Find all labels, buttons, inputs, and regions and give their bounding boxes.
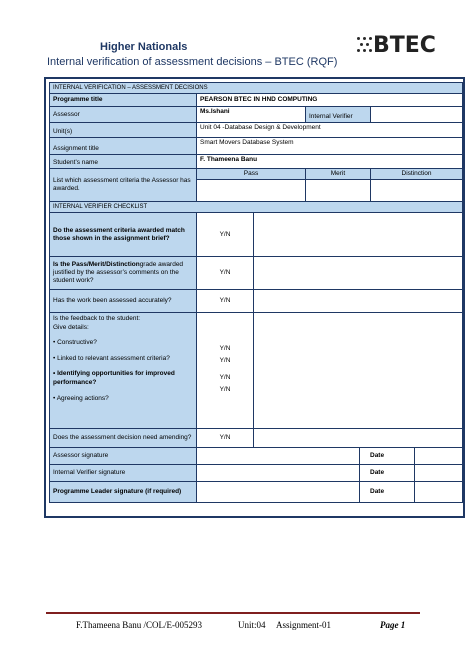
logo-dots-icon: [355, 35, 373, 57]
q-assessed-accurately: Has the work been assessed accurately?: [50, 290, 197, 313]
q-feedback-give: Give details:: [53, 324, 89, 331]
q-decision-amend: Does the assessment decision need amending?: [50, 429, 197, 448]
assessor-label: Assessor: [50, 107, 197, 123]
merit-header: Merit: [306, 169, 371, 180]
footer-assignment: Assignment-01: [276, 620, 331, 630]
yn-feedback-constructive[interactable]: Y/N: [219, 345, 231, 352]
assessor-date-label: Date: [360, 448, 415, 465]
pl-signature-label: Programme Leader signature (if required): [50, 482, 197, 503]
internal-verifier-label: Internal Verifier: [306, 107, 371, 123]
yn-feedback-group: [197, 313, 254, 429]
distinction-header: Distinction: [371, 169, 463, 180]
assessor-date-field[interactable]: [415, 448, 463, 465]
section-checklist-title: INTERNAL VERIFIER CHECKLIST: [50, 202, 463, 213]
yn-grade-justified[interactable]: Y/N: [197, 257, 254, 290]
q-grade-justified-rest: grade awarded justified by the assessor’s comments on the student work?: [53, 261, 184, 284]
yn-feedback-opportunities[interactable]: Y/N: [219, 374, 231, 381]
footer-page-number: Page 1: [380, 620, 406, 630]
yn-feedback-actions[interactable]: Y/N: [219, 386, 231, 393]
yn-decision-amend[interactable]: Y/N: [197, 429, 254, 448]
pass-criteria-cell[interactable]: [197, 180, 306, 202]
footer-unit: Unit:04: [238, 620, 266, 630]
btec-logo: [355, 33, 436, 58]
logo-text: BTEC: [373, 33, 436, 58]
yn-criteria-match[interactable]: Y/N: [197, 213, 254, 257]
assessor-value[interactable]: Ms.Ishani: [197, 107, 306, 123]
comment-assessed-accurately[interactable]: [254, 290, 463, 313]
assessor-signature-field[interactable]: [197, 448, 360, 465]
yn-assessed-accurately[interactable]: Y/N: [197, 290, 254, 313]
section-verification-title: INTERNAL VERIFICATION – ASSESSMENT DECISIONS: [50, 83, 463, 94]
footer-student-id: F.Thameena Banu /COL/E-005293: [76, 620, 203, 630]
assessor-signature-label: Assessor signature: [50, 448, 197, 465]
iv-signature-field[interactable]: [197, 465, 360, 482]
comment-decision-amend[interactable]: [254, 429, 463, 448]
q-feedback-title: Is the feedback to the student:: [53, 315, 141, 322]
pl-date-label: Date: [360, 482, 415, 503]
yn-feedback-linked[interactable]: Y/N: [219, 357, 231, 364]
comment-criteria-match[interactable]: [254, 213, 463, 257]
criteria-label: List which assessment criteria the Assessor has awarded.: [50, 169, 197, 202]
merit-criteria-cell[interactable]: [306, 180, 371, 202]
programme-title-value[interactable]: PEARSON BTEC IN HND COMPUTING: [197, 94, 463, 107]
comment-feedback[interactable]: [254, 313, 463, 429]
q-feedback-item: • Identifying opportunities for improved performance?: [53, 370, 175, 386]
unit-value[interactable]: Unit 04 -Database Design & Development: [197, 123, 463, 138]
iv-date-field[interactable]: [415, 465, 463, 482]
pl-date-field[interactable]: [415, 482, 463, 503]
unit-label: Unit(s): [50, 123, 197, 138]
comment-grade-justified[interactable]: [254, 257, 463, 290]
q-feedback-item: • Constructive?: [53, 339, 97, 346]
q-feedback: [50, 313, 197, 429]
internal-verifier-value[interactable]: [371, 107, 463, 123]
distinction-criteria-cell[interactable]: [371, 180, 463, 202]
footer-divider: [46, 612, 420, 614]
pass-header: Pass: [197, 169, 306, 180]
student-name-value[interactable]: F. Thameena Banu: [197, 155, 463, 169]
q-grade-justified-bold: Is the Pass/Merit/Distinction: [53, 261, 140, 268]
doc-subtitle: Internal verification of assessment decisions – BTEC (RQF): [47, 56, 338, 68]
q-criteria-match: Do the assessment criteria awarded match those shown in the assignment brief?: [50, 213, 197, 257]
pl-signature-field[interactable]: [197, 482, 360, 503]
q-feedback-item: • Linked to relevant assessment criteria?: [53, 355, 170, 362]
q-grade-justified: [50, 257, 197, 290]
iv-date-label: Date: [360, 465, 415, 482]
student-name-label: Student’s name: [50, 155, 197, 169]
programme-title-label: Programme title: [50, 94, 197, 107]
iv-signature-label: Internal Verifier signature: [50, 465, 197, 482]
assignment-title-label: Assignment title: [50, 138, 197, 155]
q-feedback-item: • Agreeing actions?: [53, 395, 109, 402]
verification-table: [49, 82, 463, 503]
assignment-title-value[interactable]: Smart Movers Database System: [197, 138, 463, 155]
doc-title: Higher Nationals: [100, 41, 188, 53]
